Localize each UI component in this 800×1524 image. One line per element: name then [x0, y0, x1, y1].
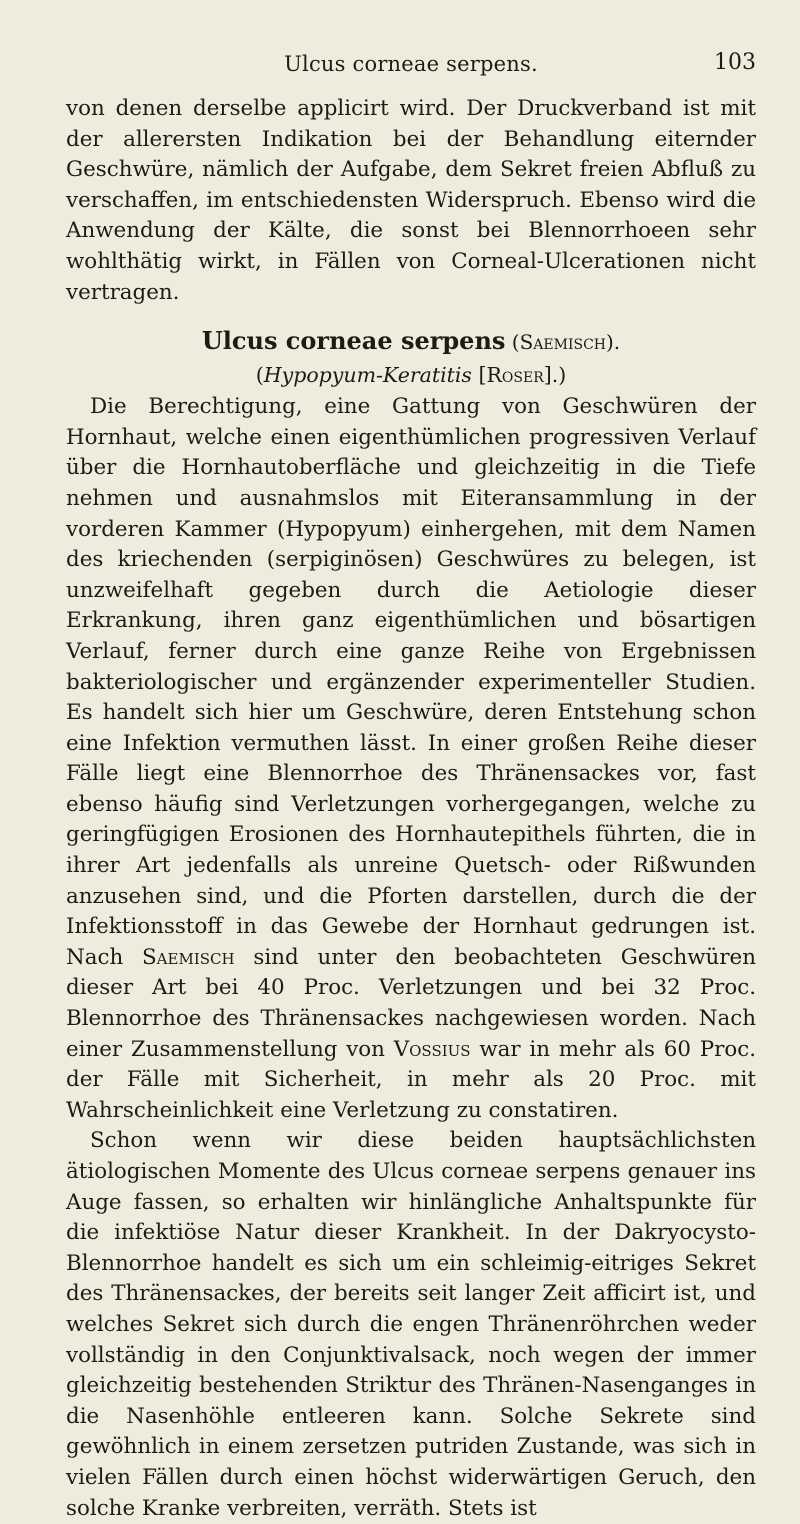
- subtitle-open: (: [255, 363, 264, 388]
- section-heading-author: Saemisch: [519, 330, 606, 355]
- paragraph-infection: Schon wenn wir diese beiden hauptsächlichsten ätiologischen Momente des Ulcus corneae serpens genauer ins Auge fassen, so erhalten wir hinlängliche Anhaltspunkte für die infektiöse Natur dieser Krankheit. In der Dakryocysto-Blennorrhoe handelt es sich um ein schleimig-eitriges Sekret des Thränensackes, der bereits seit langer Zeit afficirt ist, und welches Sekret sich durch die engen Thränenröhrchen weder vollständig in den Conjunktivalsack, noch wegen der immer gleichzeitig bestehenden Striktur des Thränen-Nasenganges in die Nasenhöhle entleeren kann. Solche Sekrete sind gewöhnlich in einem zersetzen putriden Zustande, was sich in vielen Fällen durch einen höchst widerwärtigen Geruch, den solche Kranke verbreiten, verräth. Stets ist: [66, 1128, 756, 1521]
- paragraph-2-part-1: Die Berechtigung, eine Gattung von Geschwüren der Hornhaut, welche einen eigenthümlichen progressiven Verlauf über die Hornhautoberfläche und gleichzeitig in die Tiefe nehmen und ausnahmslos mit Eiteransammlung in der vorderen Kammer (Hypopyum) einhergehen, mit dem Namen des kriechenden (serpiginösen) Geschwüres zu belegen, ist unzweifelhaft gegeben durch die Aetiologie dieser Erkrankung, ihren ganz eigenthümlichen und bösartigen Verlauf, ferner durch eine ganze Reihe von Ergebnissen bakteriologischer und ergänzender experimenteller Studien. Es handelt sich hier um Geschwüre, deren Entstehung schon eine Infektion vermuthen lässt. In einer großen Reihe dieser Fälle liegt eine Blennorrhoe des Thränensackes vor, fast ebenso häufig sind Verletzungen vorhergegangen, welche zu geringfügigen Erosionen des Hornhautepithels führten, die in ihrer Art jedenfalls als unreine Quetsch- oder Rißwunden anzusehen sind, und die Pforten darstellen, durch die der Infektionsstoff in das Gewebe der Hornhaut gedrungen ist. Nach: [66, 394, 756, 970]
- subtitle-author: Roser: [486, 363, 544, 388]
- section-subtitle: [66, 359, 756, 392]
- book-page: [66, 50, 756, 1524]
- subtitle-bracket-open: [: [471, 363, 487, 388]
- body-text: [66, 94, 756, 1524]
- page-number: 103: [714, 50, 756, 75]
- author-name-vossius: Vossius: [393, 1036, 471, 1062]
- running-title: Ulcus corneae serpens.: [284, 52, 538, 76]
- paragraph-2-part-2: sind unter den beobachteten Geschwüren dieser Art bei 40 Proc. Verletzungen und bei 32 Proc. Blennorrhoe des Thränensackes nachgewiesen worden. Nach einer Zusammenstellung von: [66, 944, 756, 1062]
- section-heading-author-open: (: [505, 330, 520, 355]
- paragraph-aetiology: [66, 392, 756, 1126]
- author-name-saemisch: Saemisch: [142, 944, 235, 970]
- section-heading: [66, 324, 756, 359]
- section-heading-main: Ulcus corneae serpens: [201, 326, 506, 356]
- running-head: [66, 50, 756, 84]
- subtitle-close: ].): [543, 363, 567, 388]
- paragraph-2-part-3: war in mehr als 60 Proc. der Fälle mit Sicherheit, in mehr als 20 Proc. mit Wahrscheinlichkeit eine Verletzung zu constatiren.: [66, 1036, 756, 1123]
- section-heading-author-close: ).: [606, 330, 621, 355]
- opening-paragraph: von denen derselbe applicirt wird. Der Druckverband ist mit der allerersten Indikation bei der Behandlung eiternder Geschwüre, nämlich der Aufgabe, dem Sekret freien Abfluß zu verschaffen, im entschiedensten Widerspruch. Ebenso wird die Anwendung der Kälte, die sonst bei Blennorrhoeen sehr wohlthätig wirkt, in Fällen von Corneal-Ulcerationen nicht vertragen.: [66, 96, 756, 305]
- subtitle-synonym: Hypopyum-Keratitis: [263, 363, 472, 388]
- section-heading-block: [66, 324, 756, 392]
